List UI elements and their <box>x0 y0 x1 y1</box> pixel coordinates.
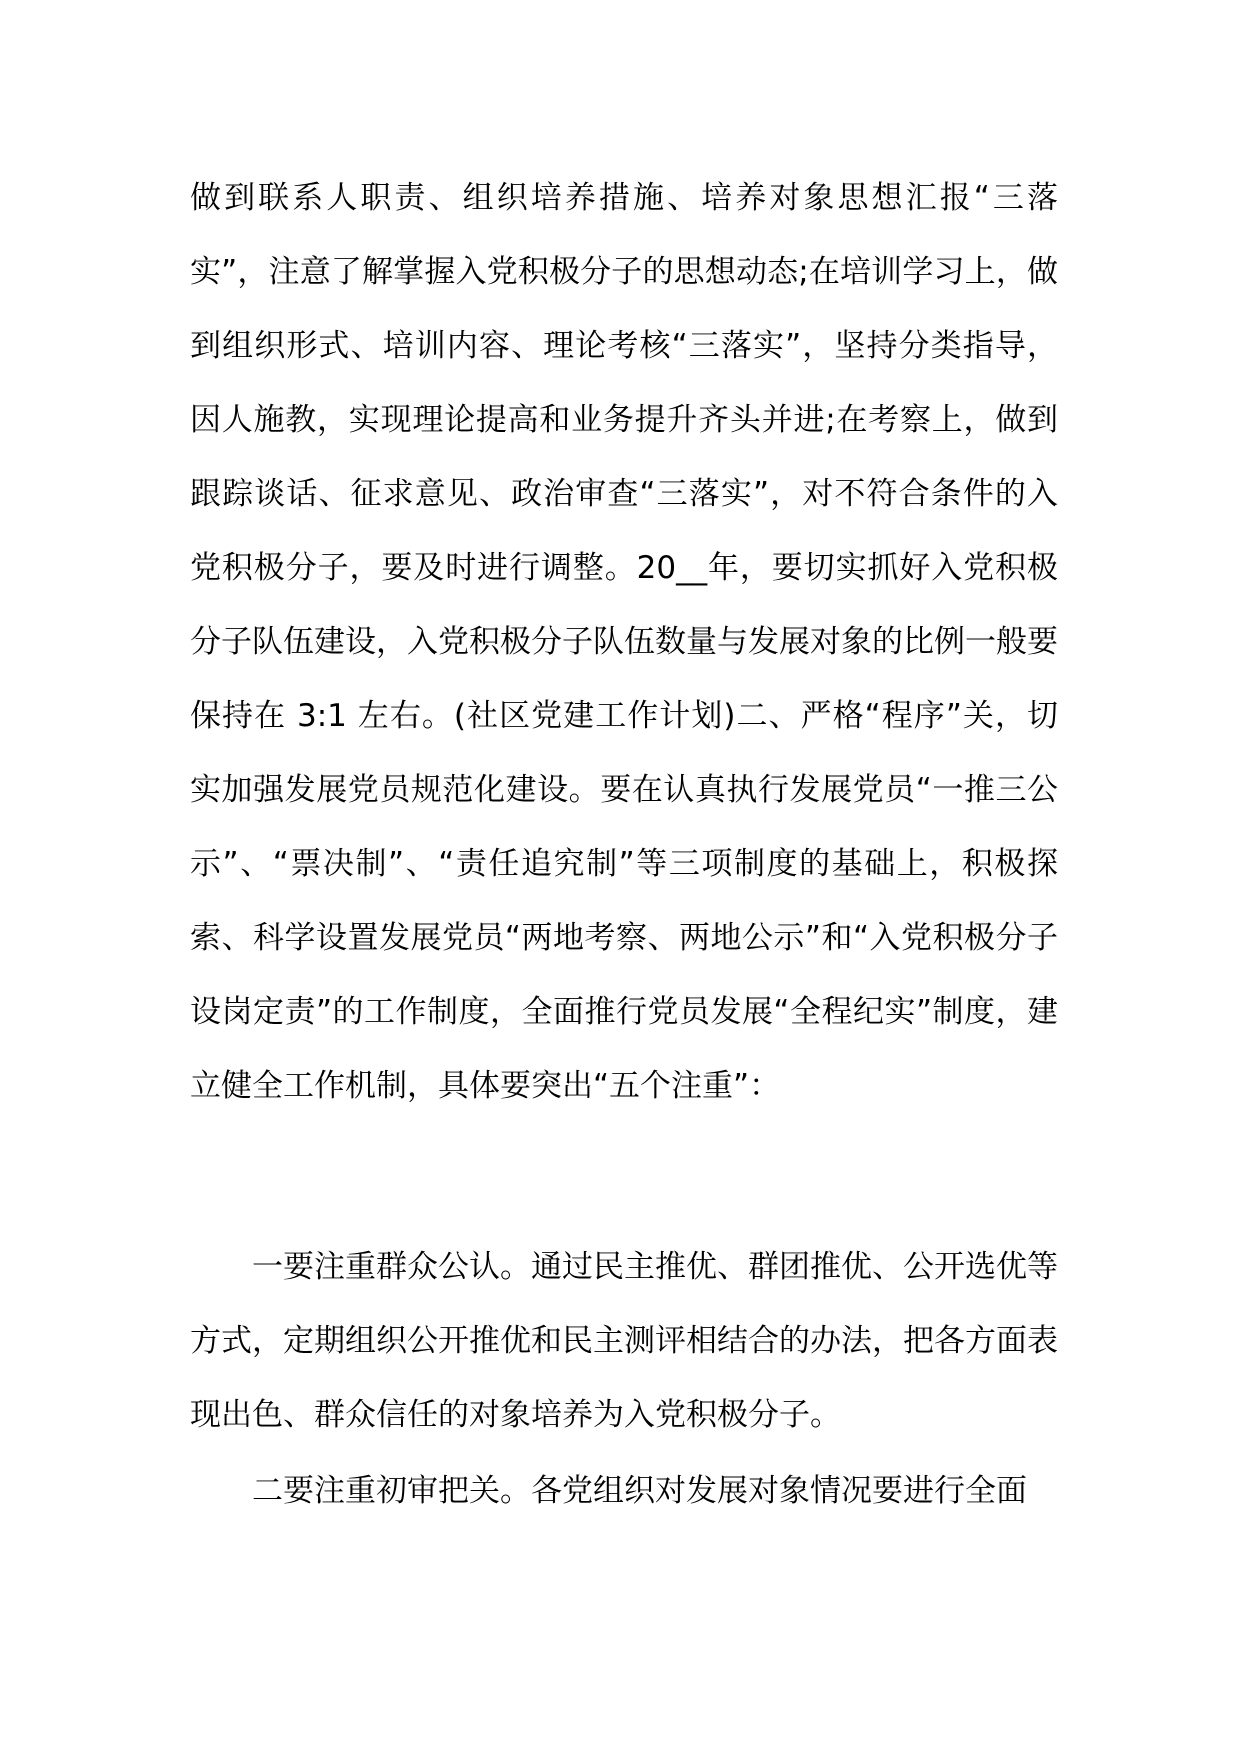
body-paragraph: 做到联系人职责、组织培养措施、培养对象思想汇报“三落实”，注意了解掌握入党积极分子的思想动态;在培训学习上，做到组织形式、培训内容、理论考核“三落实”，坚持分类指导，因人施教，实现理论提高和业务提升齐头并进;在考察上，做到跟踪谈话、征求意见、政治审查“三落实”，对不符合条件的入党积极分子，要及时进行调整。20__年，要切实抓好入党积极分子队伍建设，入党积极分子队伍数量与发展对象的比例一般要保持在 3:1 左右。(社区党建工作计划)二、严格“程序”关，切实加强发展党员规范化建设。要在认真执行发展党员“一推三公示”、“票决制”、“责任追究制”等三项制度的基础上，积极探索、科学设置发展党员“两地考察、两地公示”和“入党积极分子设岗定责”的工作制度，全面推行党员发展“全程纪实”制度，建立健全工作机制，具体要突出“五个注重”： <box>190 180 1058 1104</box>
body-paragraph: 一要注重群众公认。通过民主推优、群团推优、公开选优等方式，定期组织公开推优和民主测评相结合的办法，把各方面表现出色、群众信任的对象培养为入党积极分子。 <box>190 1249 1058 1433</box>
body-paragraph: 二要注重初审把关。各党组织对发展对象情况要进行全面 <box>252 1473 1027 1509</box>
